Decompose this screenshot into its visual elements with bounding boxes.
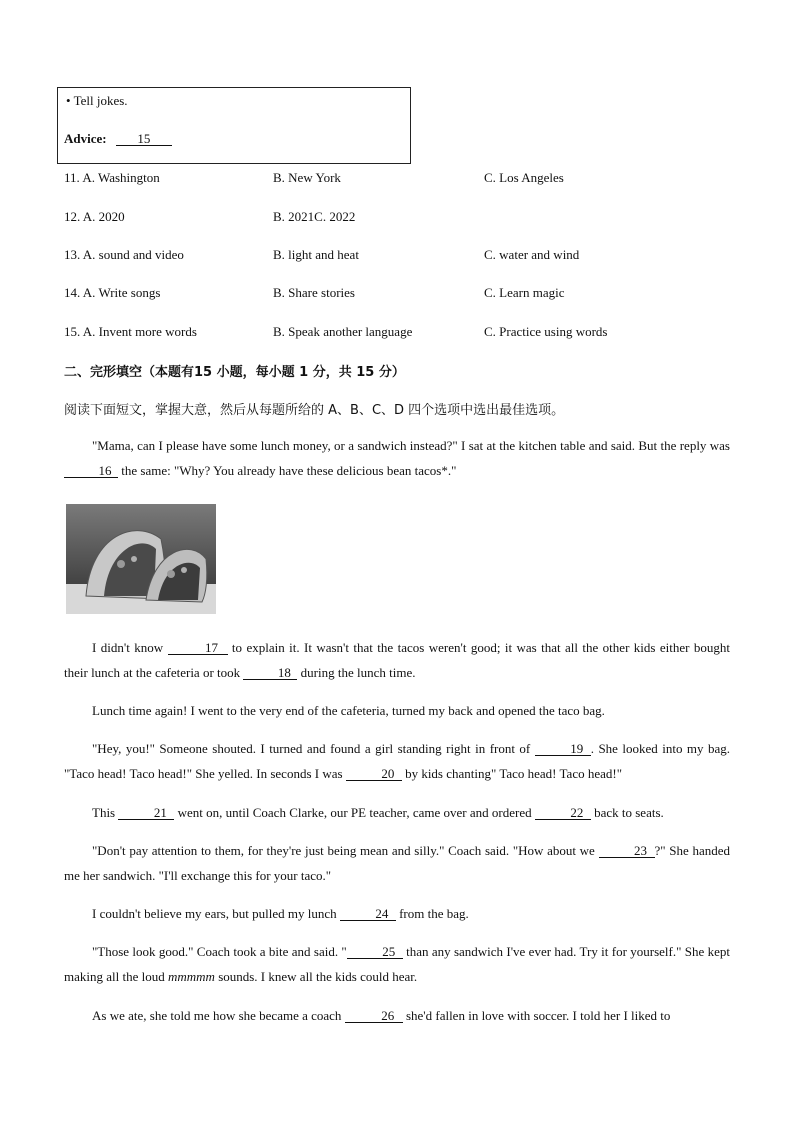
blank-18: 18: [243, 666, 297, 680]
option-15-b: B. Speak another language: [273, 324, 413, 339]
bullet-item: • Tell jokes.: [66, 93, 128, 108]
paragraph-2: I didn't know 17 to explain it. It wasn't that the tacos weren't good; it was that all the other kids either bought their lunch at the cafeteria or took 18 during the lunch time.: [64, 640, 730, 680]
paragraph-5: This 21 went on, until Coach Clarke, our PE teacher, came over and ordered 22 back to seats.: [92, 805, 664, 820]
section-instruction: 阅读下面短文，掌握大意，然后从每题所给的 A、B、C、D 四个选项中选出最佳选项。: [64, 403, 565, 418]
option-14-a: 14. A. Write songs: [64, 285, 161, 300]
paragraph-6: "Don't pay attention to them, for they're just being mean and silly." Coach said. "How about we 23 ?" She handed me her sandwich. "I'll exchange this for your taco.": [64, 843, 731, 883]
taco-image: [66, 504, 216, 614]
advice-line: [64, 131, 172, 147]
blank-25: 25: [347, 945, 403, 959]
sound-word: mmmmm: [167, 969, 215, 984]
blank-16: 16: [64, 464, 118, 478]
blank-23: 23: [599, 844, 655, 858]
option-11-c: C. Los Angeles: [484, 170, 564, 185]
option-11-a: 11. A. Washington: [64, 170, 160, 185]
blank-26: 26: [345, 1009, 403, 1023]
paragraph-7: I couldn't believe my ears, but pulled my lunch 24 from the bag.: [92, 906, 469, 921]
option-14-b: B. Share stories: [273, 285, 355, 300]
blank-24: 24: [340, 907, 396, 921]
blank-21: 21: [118, 806, 174, 820]
option-13-c: C. water and wind: [484, 247, 580, 262]
option-12-b: B. 2021C. 2022: [273, 209, 356, 224]
option-15-a: 15. A. Invent more words: [64, 324, 197, 339]
blank-20: 20: [346, 767, 402, 781]
section-heading: 二、完形填空（本题有15 小题，每小题 1 分，共 15 分）: [64, 365, 405, 380]
paragraph-4: "Hey, you!" Someone shouted. I turned and found a girl standing right in front of 19 . She looked into my bag. "Taco head! Taco head!" She yelled. In seconds I was 20 by kids chanting" Taco head! Taco head!": [64, 741, 731, 781]
paragraph-1: "Mama, can I please have some lunch money, or a sandwich instead?" I sat at the kitchen table and said. But the reply was 16 the same: "Why? You already have these delicious bean tacos*.": [64, 433, 730, 483]
paragraph-3: Lunch time again! I went to the very end of the cafeteria, turned my back and opened the taco bag.: [92, 703, 605, 718]
option-14-c: C. Learn magic: [484, 285, 565, 300]
blank-22: 22: [535, 806, 591, 820]
paragraph-9: As we ate, she told me how she became a coach 26 she'd fallen in love with soccer. I told her I liked to: [92, 1008, 671, 1023]
blank-19: 19: [535, 742, 591, 756]
option-11-b: B. New York: [273, 170, 341, 185]
option-15-c: C. Practice using words: [484, 324, 608, 339]
blank-17: 17: [168, 641, 228, 655]
option-13-a: 13. A. sound and video: [64, 247, 184, 262]
option-12-a: 12. A. 2020: [64, 209, 125, 224]
advice-box: [57, 87, 411, 164]
advice-label: Advice:: [64, 131, 107, 146]
paragraph-8: "Those look good." Coach took a bite and said. " 25 than any sandwich I've ever had. Try it for yourself." She kept making all the loud mmmmm sounds. I knew all the kids could hear.: [64, 944, 730, 984]
option-13-b: B. light and heat: [273, 247, 359, 262]
blank-15: 15: [116, 132, 172, 146]
